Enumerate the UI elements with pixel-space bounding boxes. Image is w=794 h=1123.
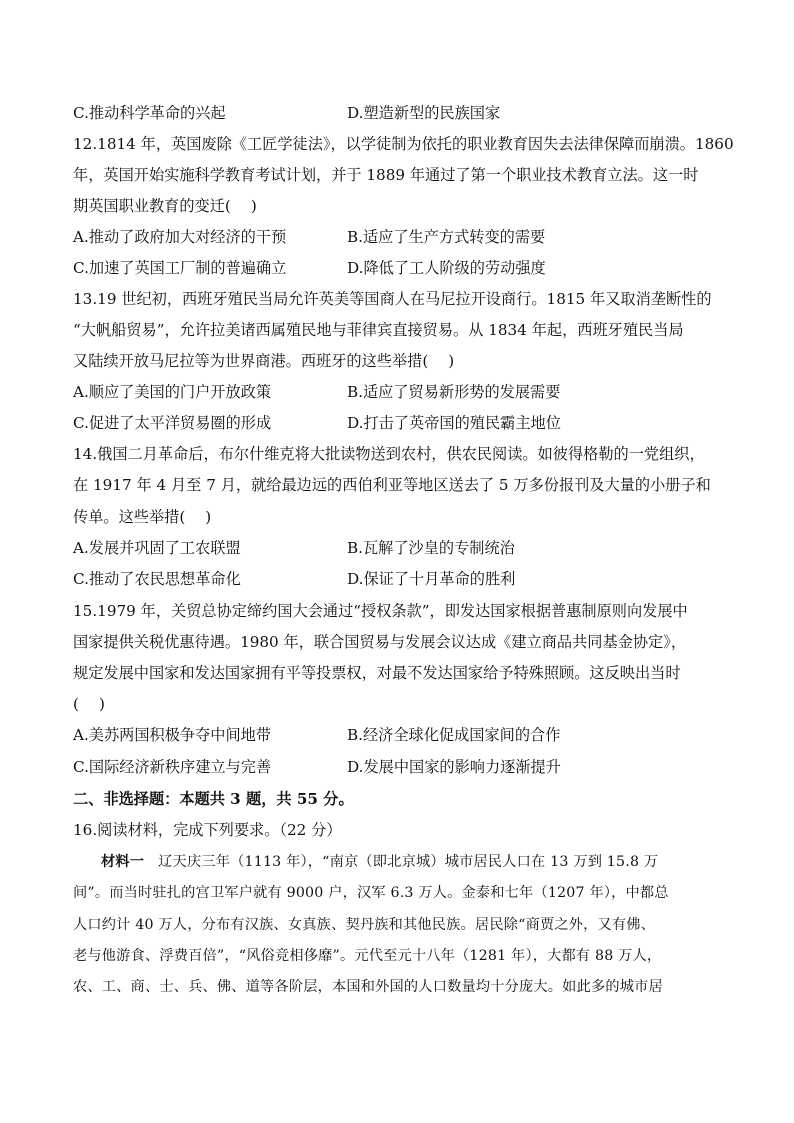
q16-stem: 16.阅读材料，完成下列要求。（22 分） <box>73 821 342 839</box>
q12-option-c: C.加速了英国工厂制的普遍确立 <box>73 259 287 277</box>
q11-option-c: C.推动科学革命的兴起 <box>73 104 226 122</box>
q13-option-d: D.打击了英帝国的殖民霸主地位 <box>347 414 561 432</box>
q14-option-c: C.推动了农民思想革命化 <box>73 570 241 588</box>
q14-stem-line: 在 1917 年 4 月至 7 月，就给最边远的西伯利亚等地区送去了 5 万多份报刊及大量的小册子和 <box>73 476 711 494</box>
q15-option-b: B.经济全球化促成国家间的合作 <box>347 726 561 744</box>
q13-stem-line: 又陆续开放马尼拉等为世界商港。西班牙的这些举措( ) <box>73 352 455 370</box>
q13-option-a: A.顺应了美国的门户开放政策 <box>73 383 272 401</box>
q12-option-a: A.推动了政府加大对经济的干预 <box>73 228 287 246</box>
q12-stem-line: 期英国职业教育的变迁( ) <box>73 197 257 215</box>
q12-stem-line: 12.1814 年，英国废除《工匠学徒法》，以学徒制为依托的职业教育因失去法律保障而崩溃。1860 <box>73 135 734 153</box>
q12-stem-line: 年，英国开始实施科学教育考试计划，并于 1889 年通过了第一个职业技术教育立法。这一时 <box>73 166 699 184</box>
material-label: 材料一 <box>101 854 145 870</box>
q16-material-line: 间”。而当时驻扎的宫卫军户就有 9000 户，汉军 6.3 万人。金泰和七年（1207 年），中都总 <box>73 885 669 901</box>
q16-material-line <box>101 852 733 872</box>
material-text: 辽天庆三年（1113 年），“南京（即北京城）城市居民人口在 13 万到 15.8 万 <box>158 854 659 870</box>
q13-stem-line: 13.19 世纪初，西班牙殖民当局允许英美等国商人在马尼拉开设商行。1815 年又取消垄断性的 <box>73 290 712 308</box>
q15-stem-line: 国家提供关税优惠待遇。1980 年，联合国贸易与发展会议达成《建立商品共同基金协定》， <box>73 633 687 651</box>
q15-option-d: D.发展中国家的影响力逐渐提升 <box>347 758 561 776</box>
q12-option-d: D.降低了工人阶级的劳动强度 <box>347 259 546 277</box>
q15-stem-line: ( ) <box>73 695 105 713</box>
q15-option-a: A.美苏两国积极争夺中间地带 <box>73 726 272 744</box>
q16-material-line: 人口约计 40 万人，分布有汉族、女真族、契丹族和其他民族。居民除“商贾之外，又有佛、 <box>73 917 656 933</box>
q13-option-c: C.促进了太平洋贸易圈的形成 <box>73 414 272 432</box>
q13-option-b: B.适应了贸易新形势的发展需要 <box>347 383 561 401</box>
q13-stem-line: “大帆船贸易”，允许拉美诸西属殖民地与菲律宾直接贸易。从 1834 年起，西班牙殖民当局 <box>73 321 684 339</box>
q14-stem-line: 传单。这些举措( ) <box>73 508 212 526</box>
q16-material-line: 老与他游食、浮费百倍”，“风俗竞相侈靡”。元代至元十八年（1281 年），大都有 88 万人， <box>73 948 662 964</box>
q14-option-a: A.发展并巩固了工农联盟 <box>73 539 241 557</box>
q14-stem-line: 14.俄国二月革命后，布尔什维克将大批读物送到农村，供农民阅读。如彼得格勒的一党组织， <box>73 445 705 463</box>
section-heading: 二、非选择题：本题共 3 题，共 55 分。 <box>73 790 354 808</box>
q16-material-line: 农、工、商、士、兵、佛、道等各阶层，本国和外国的人口数量均十分庞大。如此多的城市居 <box>73 979 663 995</box>
q12-option-b: B.适应了生产方式转变的需要 <box>347 228 546 246</box>
q14-option-d: D.保证了十月革命的胜利 <box>347 570 516 588</box>
q11-option-d: D.塑造新型的民族国家 <box>347 104 501 122</box>
q14-option-b: B.瓦解了沙皇的专制统治 <box>347 539 515 557</box>
q15-option-c: C.国际经济新秩序建立与完善 <box>73 758 272 776</box>
q15-stem-line: 15.1979 年，关贸总协定缔约国大会通过“授权条款”，即发达国家根据普惠制原则向发展中 <box>73 602 688 620</box>
q15-stem-line: 规定发展中国家和发达国家拥有平等投票权，对最不发达国家给予特殊照顾。这反映出当时 <box>73 664 681 682</box>
